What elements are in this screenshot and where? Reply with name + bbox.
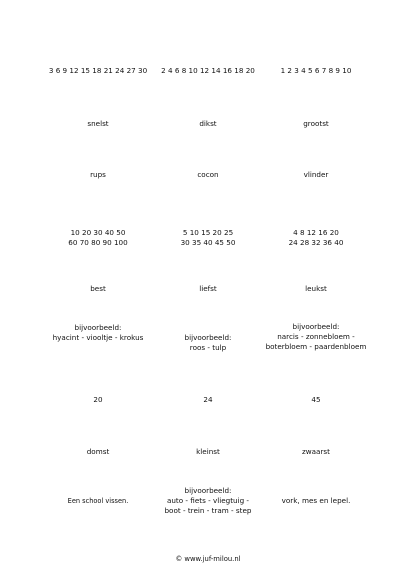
answer-r1-c3: 1 2 3 4 5 6 7 8 9 10 [280,66,352,75]
answer-line: 24 28 32 36 40 [288,238,344,247]
answer-r3-c1: rups [90,170,106,179]
copyright-footer: © www.juf-milou.nl [175,555,241,563]
answer-r9-c2 [148,486,268,516]
answer-line: bijvoorbeeld: [184,486,232,495]
answer-r8-c1: domst [86,447,110,456]
answer-line: boot - trein - tram - step [164,506,252,515]
answer-r6-c2 [148,333,268,353]
answer-r8-c3: zwaarst [302,447,330,456]
answer-line: boterbloem - paardenbloem [265,342,367,351]
answer-r2-c3: grootst [303,119,329,128]
answer-line: bijvoorbeeld: [74,323,122,332]
answer-r5-c2: liefst [199,284,217,293]
answer-r7-c1: 20 [93,395,103,404]
answer-line: 30 35 40 45 50 [180,238,236,247]
answer-line: 5 10 15 20 25 [182,228,234,237]
answer-r3-c2: cocon [197,170,219,179]
answer-r4-c1 [38,228,158,248]
answer-line: narcis - zonnebloem - [277,332,355,341]
answer-line: 4 8 12 16 20 [293,228,339,237]
answer-line: bijvoorbeeld: [292,322,340,331]
answer-r3-c3: vlinder [303,170,329,179]
answer-r7-c2: 24 [203,395,213,404]
answer-line: 60 70 80 90 100 [68,238,128,247]
answer-r6-c3 [256,322,376,352]
answer-line: Een school vissen. [67,497,129,505]
answer-r1-c1: 3 6 9 12 15 18 21 24 27 30 [48,66,148,75]
answer-line: hyacint - viooltje - krokus [52,333,144,342]
answer-r2-c1: snelst [87,119,109,128]
answer-line: bijvoorbeeld: [184,333,232,342]
answer-r4-c3 [256,228,376,248]
answer-line: vork, mes en lepel. [281,496,351,505]
answer-r7-c3: 45 [311,395,321,404]
answer-line: 10 20 30 40 50 [70,228,126,237]
answer-line: roos - tulp [189,343,227,352]
answer-r5-c3: leukst [305,284,327,293]
answer-r4-c2 [148,228,268,248]
answer-line: auto - fiets - vliegtuig - [166,496,250,505]
answer-r9-c1 [38,496,158,506]
answer-r9-c3 [256,496,376,506]
answer-r5-c1: best [90,284,106,293]
answer-r6-c1 [38,323,158,343]
answer-r1-c2: 2 4 6 8 10 12 14 16 18 20 [161,66,255,75]
answer-r8-c2: kleinst [196,447,220,456]
answer-r2-c2: dikst [199,119,217,128]
